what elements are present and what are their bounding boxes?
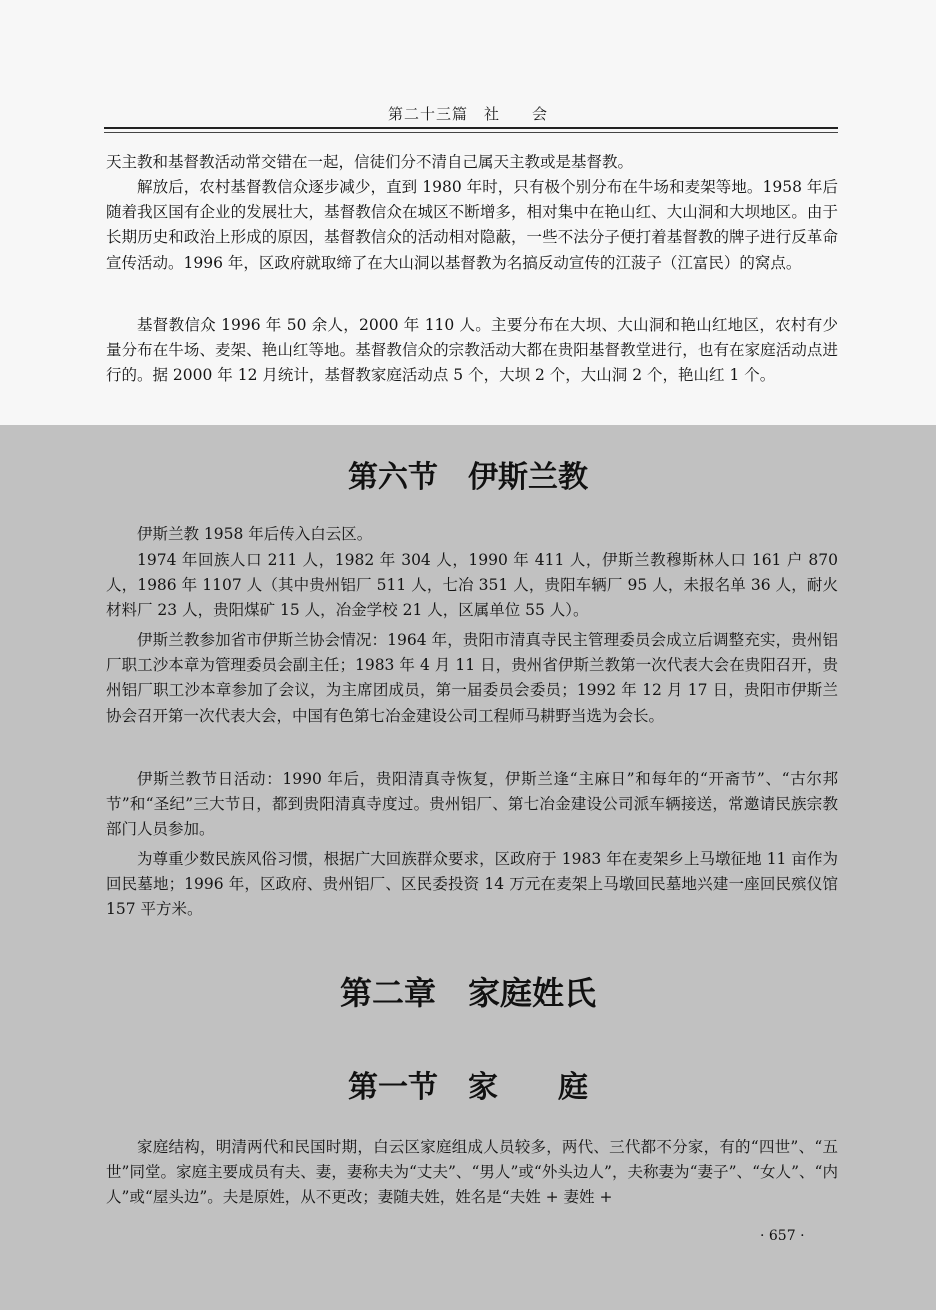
header-rule	[104, 127, 838, 129]
paragraph: 天主教和基督教活动常交错在一起，信徒们分不清自己属天主教或是基督教。	[106, 153, 634, 171]
paragraph: 解放后，农村基督教信众逐步减少，直到 1980 年时，只有极个别分布在牛场和麦架等地。1958 年后随着我区国有企业的发展壮大，基督教信众在城区不断增多，相对集中在艳山红、大山洞和大坝地区。由于长期历史和政治上形成的原因，基督教信众的活动相对隐蔽，一些不法分子便打着基督教的牌子进行反革命宣传活动。1996 年，区政府就取缔了在大山洞以基督教为名搞反动宣传的江菠子（江富民）的窝点。	[106, 178, 838, 272]
paragraph: 1974 年回族人口 211 人，1982 年 304 人，1990 年 411 人，伊斯兰教穆斯林人口 161 户 870 人，1986 年 1107 人（其中贵州铝厂 511 人，七冶 351 人，贵阳车辆厂 95 人，未报名单 36 人，耐火材料厂 23 人，贵阳煤矿 15 人，冶金学校 21 人，区属单位 55 人）。	[106, 551, 838, 620]
paragraph: 为尊重少数民族风俗习惯，根据广大回族群众要求，区政府于 1983 年在麦架乡上马墩征地 11 亩作为回民墓地；1996 年，区政府、贵州铝厂、区民委投资 14 万元在麦架上马墩回民墓地兴建一座回民殡仪馆 157 平方米。	[106, 850, 838, 919]
paragraph: 伊斯兰教参加省市伊斯兰协会情况：1964 年，贵阳市清真寺民主管理委员会成立后调整充实，贵州铝厂职工沙本章为管理委员会副主任；1983 年 4 月 11 日，贵州省伊斯兰教第一次代表大会在贵阳召开，贵州铝厂职工沙本章参加了会议，为主席团成员，第一届委员会委员；1992 年 12 月 17 日，贵阳市伊斯兰协会召开第一次代表大会，中国有色第七冶金建设公司工程师马耕野当选为会长。	[106, 631, 838, 725]
paragraph: 基督教信众 1996 年 50 余人，2000 年 110 人。主要分布在大坝、大山洞和艳山红地区，农村有少量分布在牛场、麦架、艳山红等地。基督教信众的宗教活动大都在贵阳基督教堂进行，也有在家庭活动点进行的。据 2000 年 12 月统计，基督教家庭活动点 5 个，大坝 2 个，大山洞 2 个，艳山红 1 个。	[106, 316, 838, 385]
header-rule-thin	[104, 132, 838, 133]
paragraph: 家庭结构，明清两代和民国时期，白云区家庭组成人员较多，两代、三代都不分家，有的“四世”、“五世”同堂。家庭主要成员有夫、妻，妻称夫为“丈夫”、“男人”或“外头边人”，夫称妻为“妻子”、“女人”、“内人”或“屋头边”。夫是原姓，从不更改；妻随夫姓，姓名是“夫姓 + 妻姓 +	[106, 1138, 838, 1207]
section-title: 第六节 伊斯兰教	[348, 460, 588, 495]
paragraph: 伊斯兰教节日活动：1990 年后，贵阳清真寺恢复，伊斯兰逢“主麻日”和每年的“开斋节”、“古尔邦节”和“圣纪”三大节日，都到贵阳清真寺度过。贵州铝厂、第七冶金建设公司派车辆接送，常邀请民族宗教部门人员参加。	[106, 770, 838, 839]
paragraph: 伊斯兰教 1958 年后传入白云区。	[137, 525, 373, 543]
section-title: 第一节 家 庭	[348, 1070, 588, 1105]
chapter-title: 第二章 家庭姓氏	[339, 974, 596, 1012]
page-number: · 657 ·	[760, 1228, 805, 1244]
running-header: 第二十三篇 社 会	[387, 105, 548, 123]
